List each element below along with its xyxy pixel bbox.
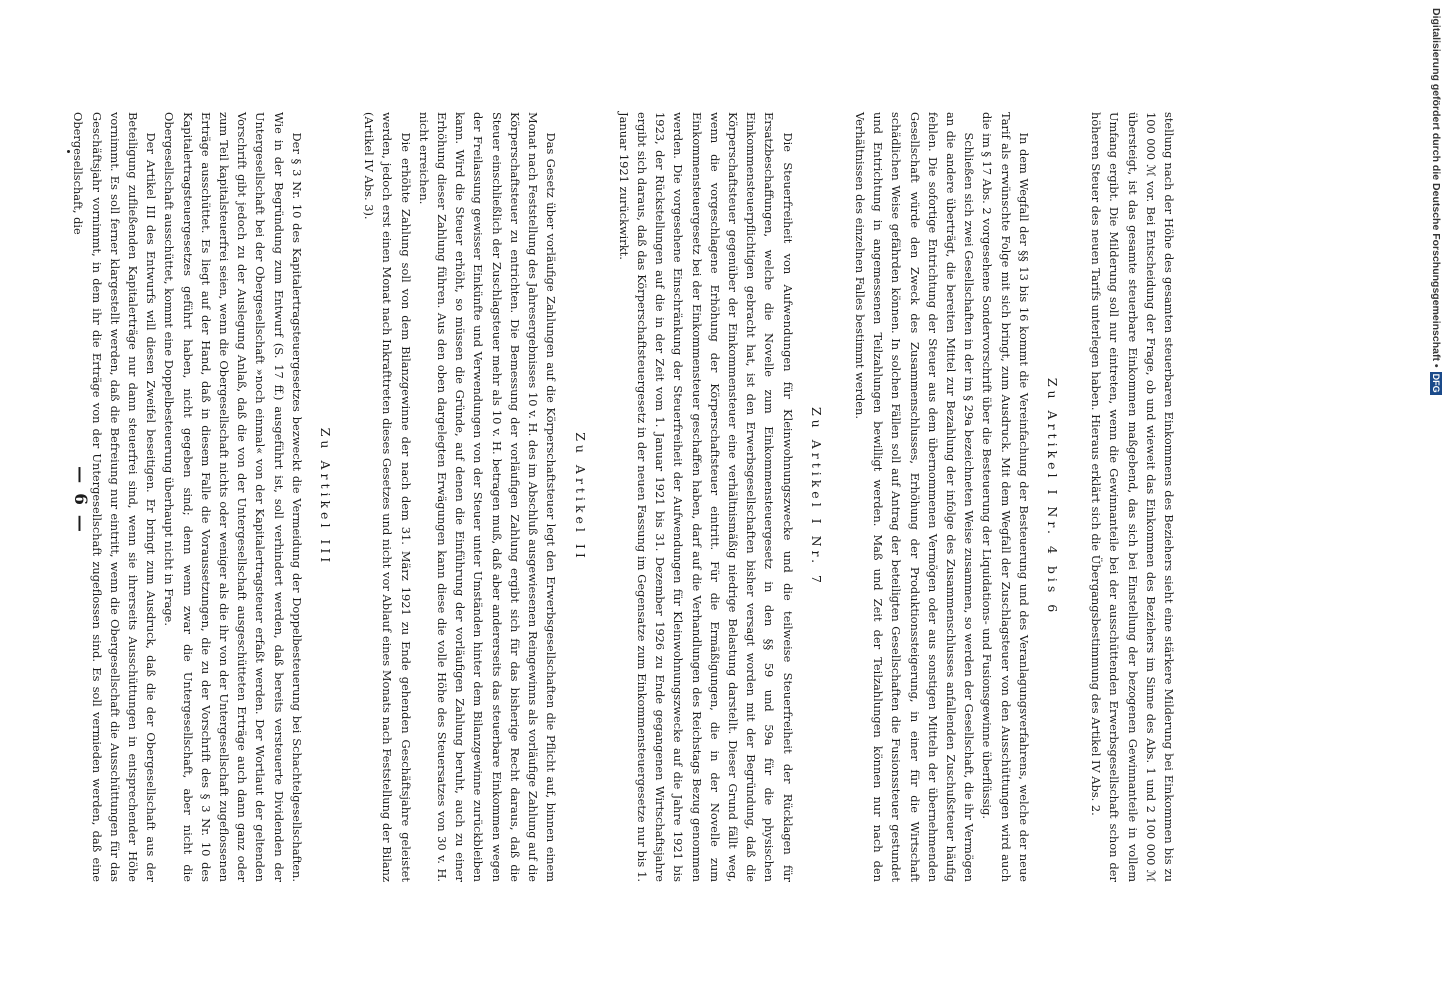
document-body (71, 112, 1178, 882)
paragraph: Das Gesetz über vorläufige Zahlungen auf die Körperschaftsteuer legt den Erwerbsgesellschaften die Pflicht auf, binnen einem Monat nach Feststellung des Jahresergebnisses 10 v. H. des im Abschluß ausgewiesenen Reingewinns als vorläufige Zahlung auf die Körperschaftsteuer zu entrichten. Die Bemessung der vorläufigen Zahlung ergibt sich für das bisherige Recht daraus, daß die Steuer einschließlich der Zuschlagsteuer mehr als 10 v. H. betragen muß, daß aber andererseits das steuerbare Einkommen wegen der Freilassung gewisser Einkünfte und Verwendungen von der Steuer unter Umständen hinter dem Bilanzgewinne zurückbleiben kann. Wird die Steuer erhöht, so müssen die Gründe, auf denen die Einführung der vorläufigen Zahlung beruht, auch zu einer Erhöhung dieser Zahlung führen. Aus den oben dargelegten Erwägungen kann diese die volle Höhe des Steuersatzes von 30 v. H. nicht erreichen. (416, 112, 559, 882)
paragraph: Der Artikel III des Entwurfs will diesen Zweifel beseitigen. Er bringt zum Ausdruck, daß die der Obergesellschaft aus der Beteiligung zufließenden Kapitalerträge nur dann steuerfrei sind, wenn sie ihrerseits Ausschüttungen in entsprechender Höhe vornimmt. Es soll ferner klargestellt werden, daß die Befreiung nur eintritt, wenn die Obergesellschaft die Ausschüttungen für das Geschäftsjahr vornimmt, in dem ihr die Erträge von der Untergesellschaft zugeflossen sind. Es soll vermieden werden, daß eine Obergesellschaft, die (71, 112, 159, 882)
scan-speck (67, 150, 70, 153)
section-heading: Zu Artikel II (572, 432, 588, 562)
digitization-credit (1430, 8, 1442, 395)
digitization-credit-text: Digitalisierung gefördert durch die Deutsche Forschungsgemeinschaft • (1430, 8, 1442, 368)
page-number: — 6 — (70, 466, 90, 534)
document-page (10, 0, 1270, 1000)
dfg-logo: DFG (1431, 373, 1441, 393)
section-heading: Zu Artikel III (318, 427, 334, 567)
paragraph: Die erhöhte Zahlung soll von dem Bilanzgewinne der nach dem 31. März 1921 zu Ende gehenden Geschäftsjahre geleistet werden, jedoch erst einen Monat nach Inkrafttreten dieses Gesetzes und nicht vor Ablauf eines Monats nach Feststellung der Bilanz (Artikel IV Abs. 3). (362, 112, 413, 882)
paragraph: Schließen sich zwei Gesellschaften in der im § 29a bezeichneten Weise zusammen, so werden der Gesellschaft, die ihr Vermögen an die andere überträgt, die bereiten Mittel zur Bezahlung der infolge des Zusammenschlusses anfallenden Zuschußsteuer häufig fehlen. Die sofortige Entrichtung der Steuer aus dem übernommenen Vermögen oder aus sonstigen Mitteln der übernehmenden Gesellschaft würde den Zweck des Zusammenschlusses, Erhöhung der Produktionssteigerung, in einer für die Wirtschaft schädlichen Weise gefährden können. In solchen Fällen soll auf Antrag der beteiligten Gesellschaften die Fusionssteuer gestundet und Entrichtung in angemessenen Teilzahlungen bewilligt werden. Maß und Zeit der Teilzahlungen können nur nach den Verhältnissen des einzelnen Falles bestimmt werden. (852, 112, 977, 882)
paragraph: Der § 3 Nr. 10 des Kapitalertragsteuergesetzes bezweckt die Vermeidung der Doppelbesteuerung bei Schachtelgesellschaften. Wie in der Begründung zum Entwurf (S. 17 ff.) ausgeführt ist, soll verhindert werden, daß bereits versteuerte Dividenden der Untergesellschaft bei der Obergesellschaft »noch einmal« von der Kapitalertragsteuer erfaßt werden. Der Wortlaut der geltenden Vorschrift gibt jedoch zu der Auslegung Anlaß, daß die von der Untergesellschaft ausgeschütteten Erträge auch dann ganz oder zum Teil kapitalsteuerfrei seien, wenn die Obergesellschaft nichts oder weniger als die ihr von der Untergesellschaft zugeflossenen Erträge ausschüttet. Es liegt auf der Hand, daß in diesem Falle die Voraussetzungen, die zu der Vorschrift des § 3 Nr. 10 des Kapitalertragsteuergesetzes geführt haben, nicht gegeben sind; denn wenn zwar die Untergesellschaft, aber nicht die Obergesellschaft ausschüttet, kommt eine Doppelbesteuerung überhaupt nicht in Frage. (162, 112, 304, 882)
paragraph: Die Steuerfreiheit von Aufwendungen für Kleinwohnungszwecke und die teilweise Steuerfreiheit der Rücklagen für Ersatzbeschaffungen, welche die Novelle zum Einkommensteuergesetz in den §§ 59 und 59a für die physischen Einkommensteuerpflichtigen gebracht hat, ist den Erwerbsgesellschaften bisher versagt worden mit der Begründung, daß die Körperschaftsteuer gegenüber der Einkommensteuer eine verhältnismäßig niedrige Belastung darstellt. Dieser Grund fällt weg, wenn die vorgeschlagene Erhöhung der Körperschaftsteuer eintritt. Für die Ermäßigungen, die in der Novelle zum Einkommensteuergesetz bei der Einkommensteuer geschaffen haben, darf auf die Verhandlungen des Reichstags Bezug genommen werden. Die vorgesehene Einschränkung der Steuerfreiheit der Aufwendungen für Kleinwohnungszwecke auf die Jahre 1921 bis 1923, der Rückstellungen auf die in der Zeit vom 1. Januar 1921 bis 31. Dezember 1926 zu Ende gegangenen Wirtschaftsjahre ergibt sich daraus, daß das Körperschaftsteuergesetz in der neuen Fassung im Gegensatze zum Einkommensteuergesetze nur bis 1. Januar 1921 zurückwirkt. (616, 112, 795, 882)
section-heading: Zu Artikel I Nr. 4 bis 6 (1044, 377, 1060, 617)
section-heading: Zu Artikel I Nr. 7 (808, 406, 824, 588)
paragraph: stellung nach der Höhe des gesamten steuerbaren Einkommens des Beziehers sieht eine stärkere Milderung bei Einkommen bis zu 100 000 ℳ vor. Bei Entscheidung der Frage, ob und wieweit das Einkommen des Beziehers im Sinne des Abs. 1 und 2 100 000 ℳ übersteigt, ist das gesamte steuerbare Einkommen maßgebend, das sich bei Einstellung der bezogenen Gewinnanteile in vollem Umfang ergibt. Die Milderung soll nur eintreten, wenn die Gewinnanteile bei der ausschüttenden Erwerbsgesellschaft schon der höheren Steuer des neuen Tarifs unterlegen haben. Hieraus erklärt sich die Übergangsbestimmung des Artikel IV Abs. 2. (1089, 112, 1176, 882)
paragraph: In dem Wegfall der §§ 13 bis 16 kommt die Vereinfachung der Besteuerung und des Veranlagungsverfahrens, welche der neue Tarif als erwünschte Folge mit sich bringt, zum Ausdruck. Mit dem Wegfall der Zuschlagsteuer von den Ausschüttungen wird auch die im § 17 Abs. 2 vorgesehene Sondervorschrift über die Besteuerung der Liquidations- und Fusionsgewinne überflüssig. (980, 112, 1031, 882)
